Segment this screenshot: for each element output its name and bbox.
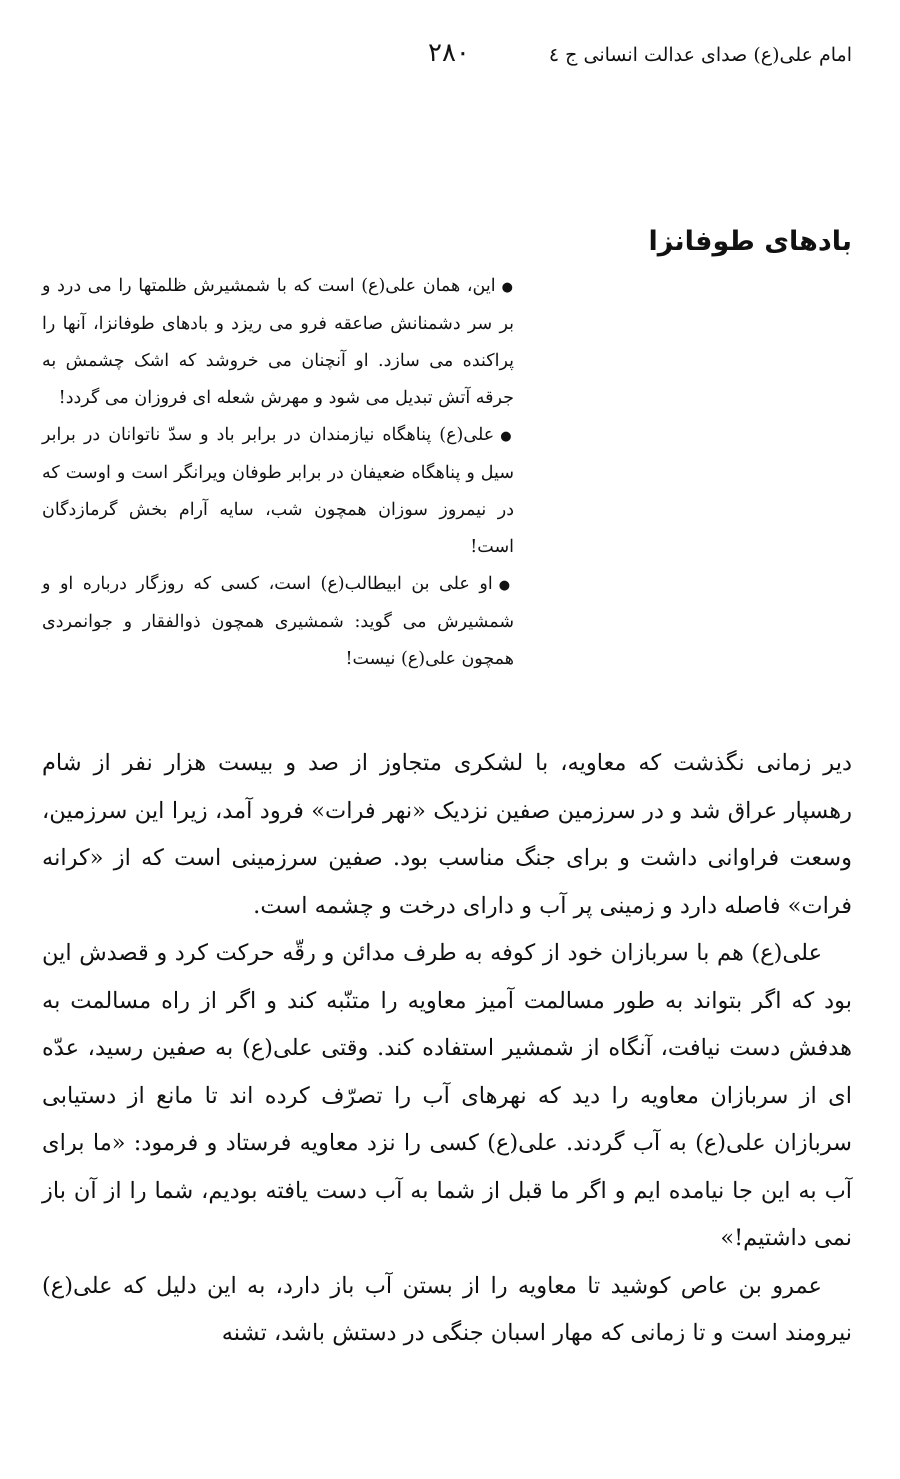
paragraph: عمرو بن عاص کوشید تا معاویه را از بستن آب باز دارد، به این دلیل که علی(ع) نیرومند است و تا زمانی که مهار اسبان جنگی در دستش باشد، تشنه bbox=[42, 1272, 852, 1346]
running-header bbox=[48, 38, 852, 74]
bullet-icon: ● bbox=[500, 429, 514, 444]
page-number: ۲۸۰ bbox=[428, 38, 470, 68]
quote-text: این، همان علی(ع) است که با شمشیرش ظلمتها را می درد و بر سر دشمنانش صاعقه فرو می ریزد و بادهای طوفانزا، آنها را پراکنده می سازد. او آنچنان می خروشد که اشک چشمش به جرقه آتش تبدیل می شود و مهرش شعله ای فروزان می گردد! bbox=[42, 276, 514, 408]
quote-item bbox=[42, 566, 514, 678]
bullet-icon: ● bbox=[501, 280, 514, 295]
quote-text: او علی بن ابیطالب(ع) است، کسی که روزگار درباره او و شمشیرش می گوید: شمشیری همچون ذوالفقار و جوانمردی همچون علی(ع) نیست! bbox=[42, 574, 514, 669]
quote-list bbox=[42, 268, 514, 678]
paragraph: علی(ع) هم با سربازان خود از کوفه به طرف مدائن و رقّه حرکت کرد و قصدش این بود که اگر بتواند به طور مسالمت آمیز معاویه را متنّبه کند و اگر از راه مسالمت به هدفش دست نیافت، آنگاه از شمشیر استفاده کند. وقتی علی(ع) به صفین رسید، عدّه ای از سربازان معاویه را دید که نهرهای آب را تصرّف کرده اند تا مانع از دستیابی سربازان علی(ع) به آب گردند. علی(ع) کسی را نزد معاویه فرستاد و فرمود: «ما برای آب به این جا نیامده ایم و اگر ما قبل از شما به آب دست یافته بودیم، شما را از آن باز نمی داشتیم!» bbox=[42, 940, 852, 1251]
bullet-icon: ● bbox=[498, 578, 514, 593]
quote-item bbox=[42, 417, 514, 566]
quote-text: علی(ع) پناهگاه نیازمندان در برابر باد و سدّ ناتوانان در برابر سیل و پناهگاه ضعیفان در برابر طوفان ویرانگر است و اوست که در نیمروز سوزان همچون شب، سایه آرام بخش گرمازدگان است! bbox=[42, 425, 514, 557]
paragraph: دیر زمانی نگذشت که معاویه، با لشکری متجاوز از صد و بیست هزار نفر از شام رهسپار عراق شد و در سرزمین صفین نزدیک «نهر فرات» فرود آمد، زیرا این سرزمین، وسعت فراوانی داشت و برای جنگ مناسب بود. صفین سرزمینی است که از «کرانه فرات» فاصله دارد و زمینی پر آب و دارای درخت و چشمه است. bbox=[42, 750, 852, 919]
running-title: امام علی(ع) صدای عدالت انسانی ج ٤ bbox=[548, 44, 852, 66]
quote-item bbox=[42, 268, 514, 417]
body-text bbox=[42, 740, 852, 1358]
section-heading: بادهای طوفانزا bbox=[648, 226, 852, 257]
